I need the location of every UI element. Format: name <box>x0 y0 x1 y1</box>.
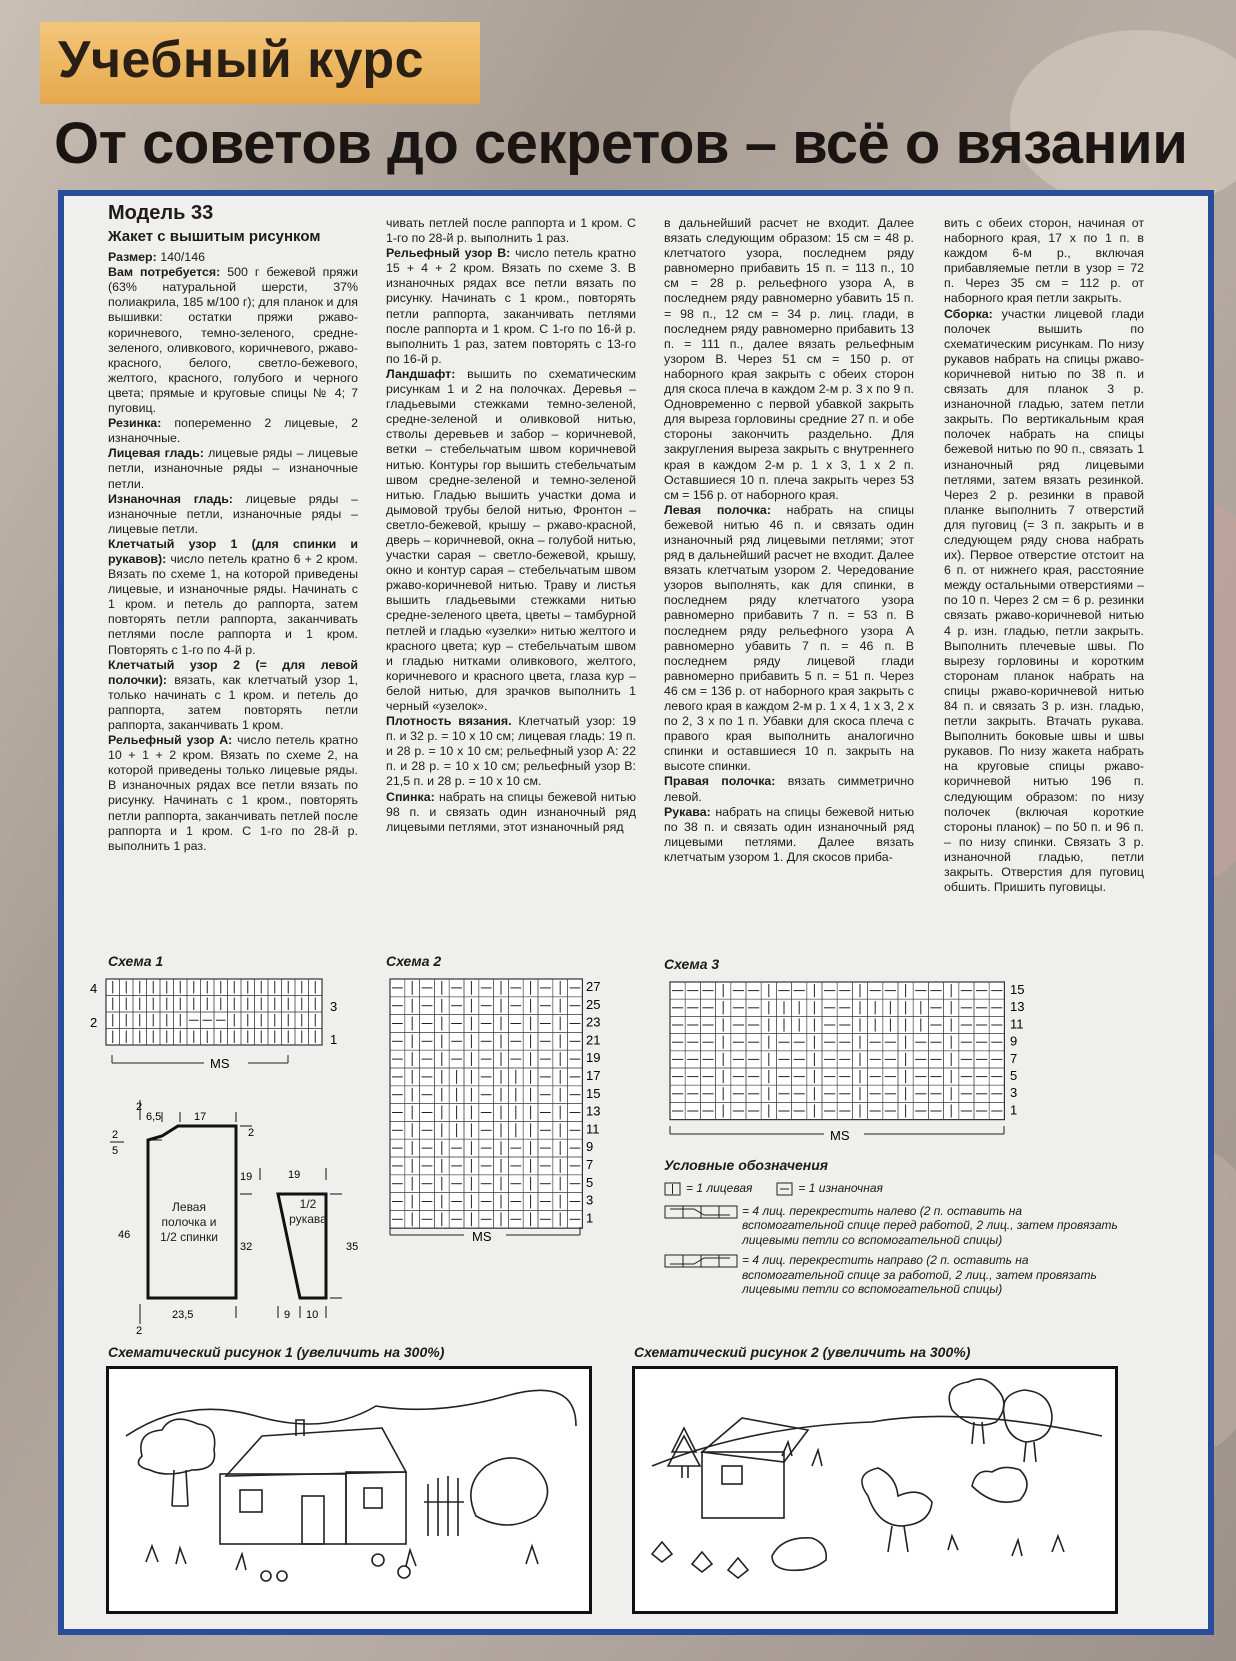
paragraph <box>108 537 358 658</box>
chart-row-label: 3 <box>586 1192 594 1208</box>
scheme-2-chart <box>384 975 624 1265</box>
chart-row-label: 7 <box>586 1157 594 1172</box>
chart-row-label: 21 <box>586 1032 601 1048</box>
measure-label: 2 <box>248 1127 255 1139</box>
paragraph-heading: Спинка: <box>386 789 435 804</box>
scheme-3-chart <box>664 978 1064 1148</box>
paragraph-text: вязать, как клетчатый узор 1, только начинать с 1 кром. и петель до раппорта, затем повторять петли раппорта, заканчивать 1 кром. <box>108 672 358 732</box>
knit-symbol-icon <box>664 1182 682 1196</box>
legend-title: Условные обозначения <box>664 1157 829 1173</box>
paragraph <box>108 658 358 733</box>
paragraph-text: число петель кратно 15 + 4 + 2 кром. Вязать по схеме 3. В изнаночных рядах все петли вязать по рисунку. Начинать с 1 кром., повторять петли раппорта, заканчивать петлями после раппорта и 1 кром. С 1-го по 16-й р. выполнить 1 раз, затем повторять с 13-го по 16-й р. <box>386 246 636 366</box>
text-column-2 <box>386 216 636 835</box>
column-body <box>944 216 1144 895</box>
paragraph-text: попеременно 2 лицевые, 2 изнаночные. <box>108 416 358 446</box>
paragraph-text: набрать на спицы бежевой нитью 46 п. и связать один изнаночный ряд лицевыми петлями; этот ряд в дальнейший расчет не входит. Далее вязать клетчатым узором 2. Чередование узоров выполнять, как для спинки, в последнем ряду клетчатого узора равномерно прибавить 7 п. = 53 п. В последнем ряду рельефного узора А равномерно убавить 7 п. = 46 п. В последнем ряду лицевой глади равномерно прибавить 5 п. = 51 п. Через 46 см = 136 р. от наборного края закрыть с левого края в каждом 2-м р. 1 х 4, 1 х 3, 2 х по 2, 3 х по 1 п. Убавки для скоса плеча с правого края выполнить аналогично спинки и оставшиеся 10 п. закрыть на высоте спинки. <box>664 502 914 774</box>
chart-row-label: 13 <box>1010 999 1025 1015</box>
paragraph-heading: Правая полочка: <box>664 774 776 789</box>
paragraph-text: лицевые ряды – изнаночные петли, изнаночные ряды – лицевые петли. <box>108 491 358 536</box>
paragraph-heading: Изнаночная гладь: <box>108 491 233 506</box>
embroidery-drawing-2 <box>632 1366 1118 1614</box>
chart-row-label: 19 <box>586 1050 601 1066</box>
cross-right-symbol-icon <box>664 1254 738 1268</box>
paragraph <box>944 307 1144 896</box>
legend <box>664 1158 1124 1303</box>
measure-label: 35 <box>346 1241 359 1253</box>
paragraph-text: участки лицевой глади полочек вышить по схематическим рисункам. По низу рукавов набрать на спицы ржаво-коричневой нитью по 38 п. и связать для планок 3 р. изнаночной гладью, затем петли закрыть. По вертикальным края полочек набрать на спицы бежевой нитью по 90 п., связать 1 изнаночный ряд лицевыми петлями, затем вязать резинкой. Через 2 р. резинки в правой планке выполнить 7 отверстий для пуговиц (= 3 п. закрыть и в следующем ряду снова набрать их). Первое отверстие отстоит на 6 п. от нижнего края, расстояние между остальными отверстиями – по 10 п. Через 2 см = 6 р. резинки связать ржаво-коричневой нитью 4 р. изн. гладью, петли закрыть. Выполнить плечевые швы. По вырезу горловины и коротким сторонам планок набрать на спицы ржаво-коричневой нитью 84 п. и связать 3 р. изн. гладью, петли закрыть. Втачать рукава. Выполнить боковые швы и швы рукавов. По низу жакета набрать на круговые спицы ржаво-коричневой нитью 196 п. следующим образом: по низу полочек (включая короткие стороны планок) – по 50 п. и 96 п. – по низу спинки. Связать 3 р. изнаночной гладью, петли закрыть. Отверстия для пуговиц обшить. Пришить пуговицы. <box>944 306 1144 895</box>
front-piece-label: Левая полочка и 1/2 спинки <box>160 1200 218 1244</box>
measure-label: 32 <box>240 1241 253 1253</box>
paragraph-heading: Резинка: <box>108 416 162 431</box>
paragraph <box>386 216 636 246</box>
chart-row-label: 5 <box>586 1174 594 1190</box>
paragraph-text: набрать на спицы бежевой нитью 98 п. и связать один изнаночный ряд лицевыми петлями, этот изнаночный ряд <box>386 789 636 834</box>
scheme-1-row-label: 3 <box>330 999 338 1014</box>
chart-row-label: 15 <box>1010 982 1025 997</box>
scheme-1-row-label: 4 <box>90 981 98 996</box>
paragraph-heading: Левая полочка: <box>664 502 771 517</box>
paragraph <box>108 250 358 265</box>
paragraph-heading: Рельефный узор В: <box>386 246 511 261</box>
paragraph <box>386 246 636 367</box>
measure-label: 46 <box>118 1229 131 1241</box>
paragraph-heading: Рукава: <box>664 804 711 819</box>
legend-knit: = 1 лицевая <box>686 1180 753 1195</box>
page-headline: От советов до секретов – всё о вязании <box>54 111 1188 176</box>
paragraph-text: 140/146 <box>156 250 205 265</box>
measure-label: 9 <box>284 1309 291 1321</box>
measure-label: 10 <box>306 1309 319 1321</box>
paragraph-text: 500 г бежевой пряжи (63% натуральной шерсти, 37% полиакрила, 185 м/100 г); для планок и для вышивки: остатки пряжи ржаво-коричневого, темно-зеленого, средне-зеленого, оливкового, коричневого, ржаво-красного, белого, светло-бежевого, желтого, красного, голубого и черного цвета; прямые и круговые спицы № 4; 7 пуговиц. <box>108 265 358 416</box>
model-title: Модель 33 <box>108 202 214 224</box>
drawing-1-title: Схематический рисунок 1 (увеличить на 300%) <box>108 1344 445 1360</box>
measure-label: 23,5 <box>172 1309 194 1321</box>
paragraph <box>108 416 358 446</box>
text-column-1 <box>108 202 358 854</box>
measure-label: 6,5 <box>146 1111 162 1123</box>
scheme-3-ms-label: MS <box>830 1128 850 1143</box>
chart-row-label: 15 <box>586 1085 601 1101</box>
paragraph-text: вышить по схематическим рисункам 1 и 2 на полочках. Деревья – гладьевыми стежками темно-зеленой, средне-зеленой и оливковой нитью, стволы деревьев и забор – коричневой, ветки – стебельчатым швом коричневой нитью. Контуры гор вышить стебельчатым швом средне-зеленой и темно-зеленой нитью. Гладью вышить участки дома и дымовой трубы белой нитью, Фронтон – светло-бежевой, крышу – ржаво-красной, дверь – коричневой, окна – голубой нитью, участки сарая – светло-бежевой, крышу, окно и контур сарая – стебельчатым швом ржаво-коричневой нитью. Траву и листья вышить гладьевыми стежками нитью средне-зеленого цвета, цветы – тамбурной петлей и гладью «узелки» нитью желтого и красного цвета; кур – стебельчатым швом и гладью нитками оливкового, желтого, коричневого и красного цвета, глаза кур – белой нитью, для зрачков выполнить 1 черный «узелок». <box>386 366 636 713</box>
chart-row-label: 5 <box>1010 1068 1018 1083</box>
paragraph <box>108 492 358 537</box>
scheme-1-title: Схема 1 <box>108 953 164 969</box>
paragraph-text: чивать петлей после раппорта и 1 кром. С 1-го по 28-й р. выполнить 1 раз. <box>386 216 636 246</box>
measure-label: 19 <box>240 1171 253 1183</box>
scheme-2-title: Схема 2 <box>386 953 442 969</box>
scheme-1-row-label: 1 <box>330 1032 338 1047</box>
model-subtitle: Жакет с вышитым рисунком <box>108 228 321 246</box>
paragraph-heading: Клетчатый узор 2 (= для левой полочки): <box>108 657 358 687</box>
paragraph <box>664 805 914 865</box>
paragraph <box>108 733 358 854</box>
chart-row-label: 3 <box>1010 1085 1018 1101</box>
paragraph <box>664 774 914 804</box>
paragraph <box>108 446 358 491</box>
paragraph-text: в дальнейший расчет не входит. Далее вязать следующим образом: 15 см = 48 р. клетчатого узора, последнем ряду равномерно прибавить 15 п. = 113 п., 10 см = 28 р. рельефного узора А, в последнем ряду равномерно убавить 15 п. = 98 п., 12 см = 34 р. лиц. глади, в последнем ряду равномерно прибавить 13 п. = 111 п., далее вязать рельефным узором В. Через 51 см = 150 р. от наборного края закрыть с обеих сторон для скоса плеча в каждом 2-м р. 3 х по 9 п. Одновременно с первой убавкой закрыть для выреза горловины средние 27 п. и обе стороны закончить раздельно. Для закругления выреза закрыть с внутреннего края в каждом 2-м р. 1 х 3, 1 х 2 п. Оставшиеся 10 п. плеча закрыть через 53 см = 156 р. от наборного края. <box>664 216 914 502</box>
embroidery-drawing-1 <box>106 1366 592 1614</box>
measure-label: 2 <box>112 1129 119 1141</box>
purl-symbol-icon <box>776 1182 794 1196</box>
sleeve-piece-label: 1/2 рукава <box>289 1197 327 1226</box>
paragraph <box>664 216 914 503</box>
scheme-3-title: Схема 3 <box>664 956 720 972</box>
paragraph-text: число петель кратно 10 + 1 + 2 кром. Вязать по схеме 2, на которой приведены только лицевые ряды. В изнаночных рядах все петли вязать по рисунку. Начинать с 1 кром., повторять петли раппорта, заканчивать петлей после раппорта и 1 кром. С 1-го по 28-й р. выполнить 1 раз. <box>108 733 358 853</box>
paragraph-heading: Плотность вязания. <box>386 714 512 729</box>
chart-row-label: 1 <box>1010 1102 1018 1118</box>
legend-cross-right: = 4 лиц. перекрестить направо (2 п. оставить на вспомогательной спице за работой, 2 лиц., затем провязать лицевыми петли со вспомогательной спицы) <box>742 1253 1097 1296</box>
chart-row-label: 7 <box>1010 1050 1018 1066</box>
measure-label: 2 <box>136 1325 143 1337</box>
paragraph <box>944 216 1144 307</box>
paragraph-heading: Ландшафт: <box>386 366 456 381</box>
scheme-1-ms-label: MS <box>210 1056 230 1071</box>
section-kicker: Учебный курс <box>58 31 425 89</box>
paragraph-text: число петель кратно 6 + 2 кром. Вязать по схеме 1, на которой приведены лицевые, и изнаночные ряды. Начинать с 1 кром. и петель до раппорта, затем повторять петли раппорта, заканчивать петлями после раппорта и 1 кром. Повторять с 1-го по 4-й р. <box>108 551 358 657</box>
text-column-3 <box>664 216 914 865</box>
chart-row-label: 9 <box>1010 1033 1018 1049</box>
cross-left-symbol-icon <box>664 1205 738 1219</box>
drawing-2-title: Схематический рисунок 2 (увеличить на 300%) <box>634 1344 971 1360</box>
paragraph-heading: Размер: <box>108 250 157 265</box>
paragraph-text: вить с обеих сторон, начиная от наборного края, 17 х по 1 п. в каждом 6-м р., включая прибавляемые петли в узор = 72 п. Через 35 см = 112 р. от наборного края петли закрыть. <box>944 216 1144 306</box>
chart-row-label: 27 <box>586 979 601 994</box>
text-column-4 <box>944 216 1144 895</box>
scheme-1-chart <box>86 975 356 1075</box>
paragraph-heading: Лицевая гладь: <box>108 446 204 461</box>
chart-row-label: 25 <box>586 996 601 1012</box>
column-body <box>664 216 914 865</box>
legend-cross-left: = 4 лиц. перекрестить налево (2 п. оставить на вспомогательной спице перед работой, 2 лиц., затем провязать лицевыми петли со вспомогательной спицы) <box>742 1203 1118 1247</box>
chart-row-label: 13 <box>586 1103 601 1119</box>
paragraph <box>386 367 636 714</box>
paragraph <box>386 790 636 835</box>
column-body <box>386 216 636 835</box>
paragraph-text: лицевые ряды – лицевые петли, изнаночные ряды – изнаночные петли. <box>108 446 358 491</box>
legend-purl: = 1 изнаночная <box>798 1180 883 1195</box>
paragraph-heading: Вам потребуется: <box>108 265 221 280</box>
scheme-2-ms-label: MS <box>472 1229 492 1244</box>
paragraph <box>386 714 636 789</box>
paragraph-heading: Клетчатый узор 1 (для спинки и рукавов): <box>108 536 358 566</box>
measure-label: 19 <box>288 1169 301 1181</box>
paragraph <box>664 503 914 775</box>
chart-row-label: 1 <box>586 1210 594 1226</box>
chart-row-label: 23 <box>586 1014 601 1030</box>
paragraph-text: Клетчатый узор: 19 п. и 32 р. = 10 х 10 см; лицевая гладь: 19 п. и 28 р. = 10 х 10 см; рельефный узор А: 22 п. и 28 р. = 10 х 10 см; рельефный узор В: 21,5 п. и 28 р. = 10 х 10 см. <box>386 714 637 789</box>
column-body <box>108 250 358 854</box>
paragraph <box>108 265 358 416</box>
chart-row-label: 11 <box>586 1121 600 1137</box>
measure-label: 17 <box>194 1111 207 1123</box>
pattern-pieces-diagram <box>100 1098 400 1338</box>
measure-label: 5 <box>112 1145 119 1157</box>
scheme-1-row-label: 2 <box>90 1015 98 1030</box>
paragraph-heading: Рельефный узор А: <box>108 733 233 748</box>
measure-label: 2 <box>136 1101 143 1113</box>
paragraph-text: вязать симметрично левой. <box>664 774 915 804</box>
paragraph-text: набрать на спицы бежевой нитью по 38 п. и связать один изнаночный ряд лицевыми петлями. Далее вязать клетчатым узором 1. Для скосов приба- <box>664 804 914 864</box>
paragraph-heading: Сборка: <box>944 306 993 321</box>
chart-row-label: 9 <box>586 1139 594 1155</box>
chart-row-label: 11 <box>1010 1016 1024 1032</box>
chart-row-label: 17 <box>586 1068 601 1083</box>
